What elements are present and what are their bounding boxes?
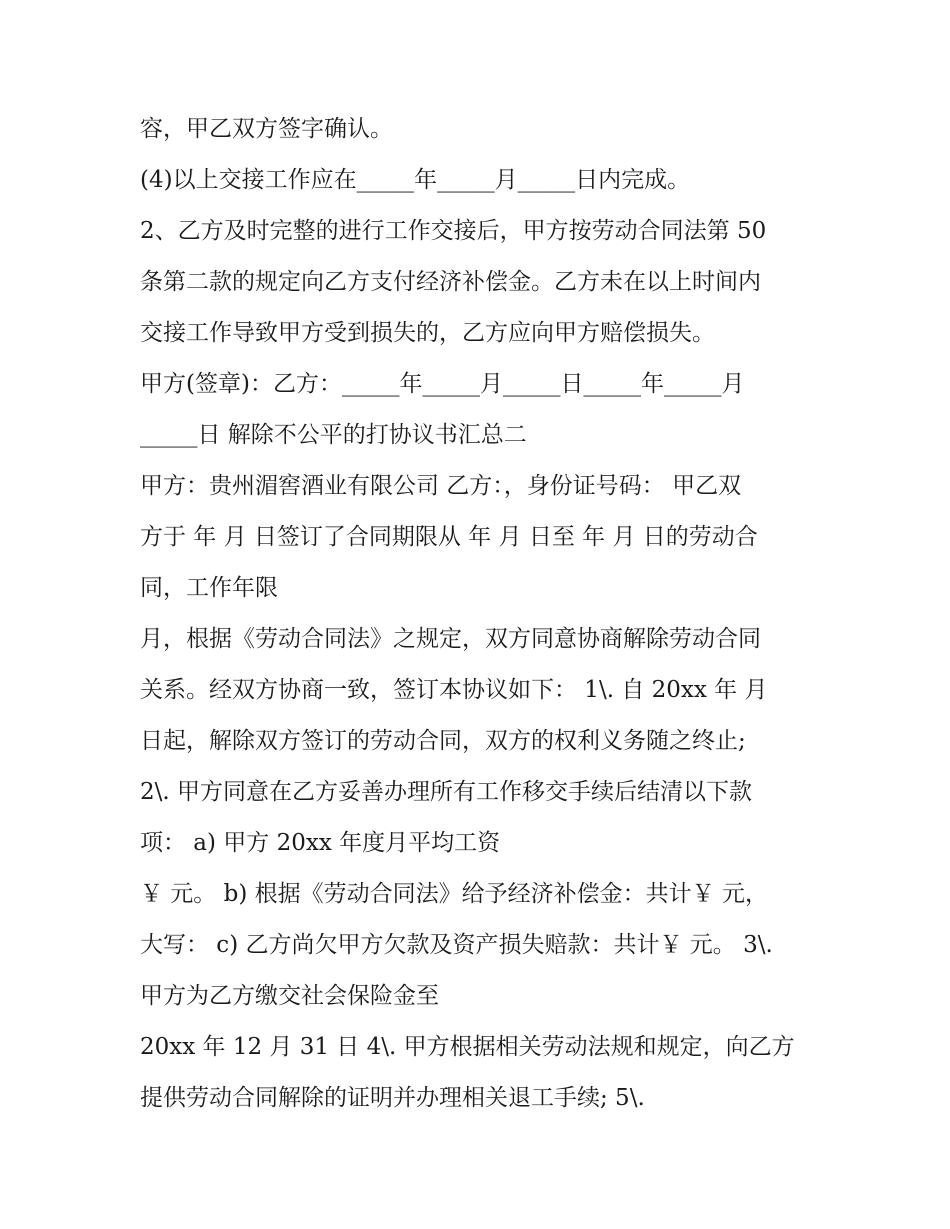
- text-line: 关系。经双方协商一致，签订本协议如下： 1\. 自 20xx 年 月: [140, 677, 768, 703]
- text-line: 甲方(签章)：乙方：_____年_____月_____日_____年_____月: [140, 371, 745, 397]
- text-line: _____日 解除不公平的打协议书汇总二: [140, 422, 527, 448]
- text-line: 2、乙方及时完整的进行工作交接后，甲方按劳动合同法第 50: [140, 218, 767, 244]
- text-line: 项： a) 甲方 20xx 年度月平均工资: [140, 830, 501, 856]
- text-line: 大写： c) 乙方尚欠甲方欠款及资产损失赔款：共计￥ 元。 3\.: [140, 932, 773, 958]
- text-line: 交接工作导致甲方受到损失的，乙方应向甲方赔偿损失。: [140, 320, 715, 346]
- text-line: 提供劳动合同解除的证明并办理相关退工手续; 5\.: [140, 1085, 645, 1111]
- text-line: ￥ 元。 b) 根据《劳动合同法》给予经济补偿金：共计￥ 元，: [140, 881, 768, 907]
- text-line: 甲方：贵州湄窖酒业有限公司 乙方：，身份证号码： 甲乙双: [140, 473, 742, 499]
- text-line: 方于 年 月 日签订了合同期限从 年 月 日至 年 月 日的劳动合: [140, 524, 758, 550]
- text-line: 甲方为乙方缴交社会保险金至: [140, 983, 439, 1009]
- text-line: 20xx 年 12 月 31 日 4\. 甲方根据相关劳动法规和规定，向乙方: [140, 1034, 795, 1060]
- text-line: 同，工作年限: [140, 575, 278, 601]
- text-line: 容，甲乙双方签字确认。: [140, 116, 393, 142]
- document-body: [140, 104, 830, 1124]
- text-line: (4)以上交接工作应在_____年_____月_____日内完成。: [140, 167, 691, 193]
- text-line: 条第二款的规定向乙方支付经济补偿金。乙方未在以上时间内: [140, 269, 761, 295]
- text-line: 2\. 甲方同意在乙方妥善办理所有工作移交手续后结清以下款: [140, 779, 753, 805]
- text-line: 月，根据《劳动合同法》之规定，双方同意协商解除劳动合同: [140, 626, 761, 652]
- text-line: 日起，解除双方签订的劳动合同，双方的权利义务随之终止;: [140, 728, 746, 754]
